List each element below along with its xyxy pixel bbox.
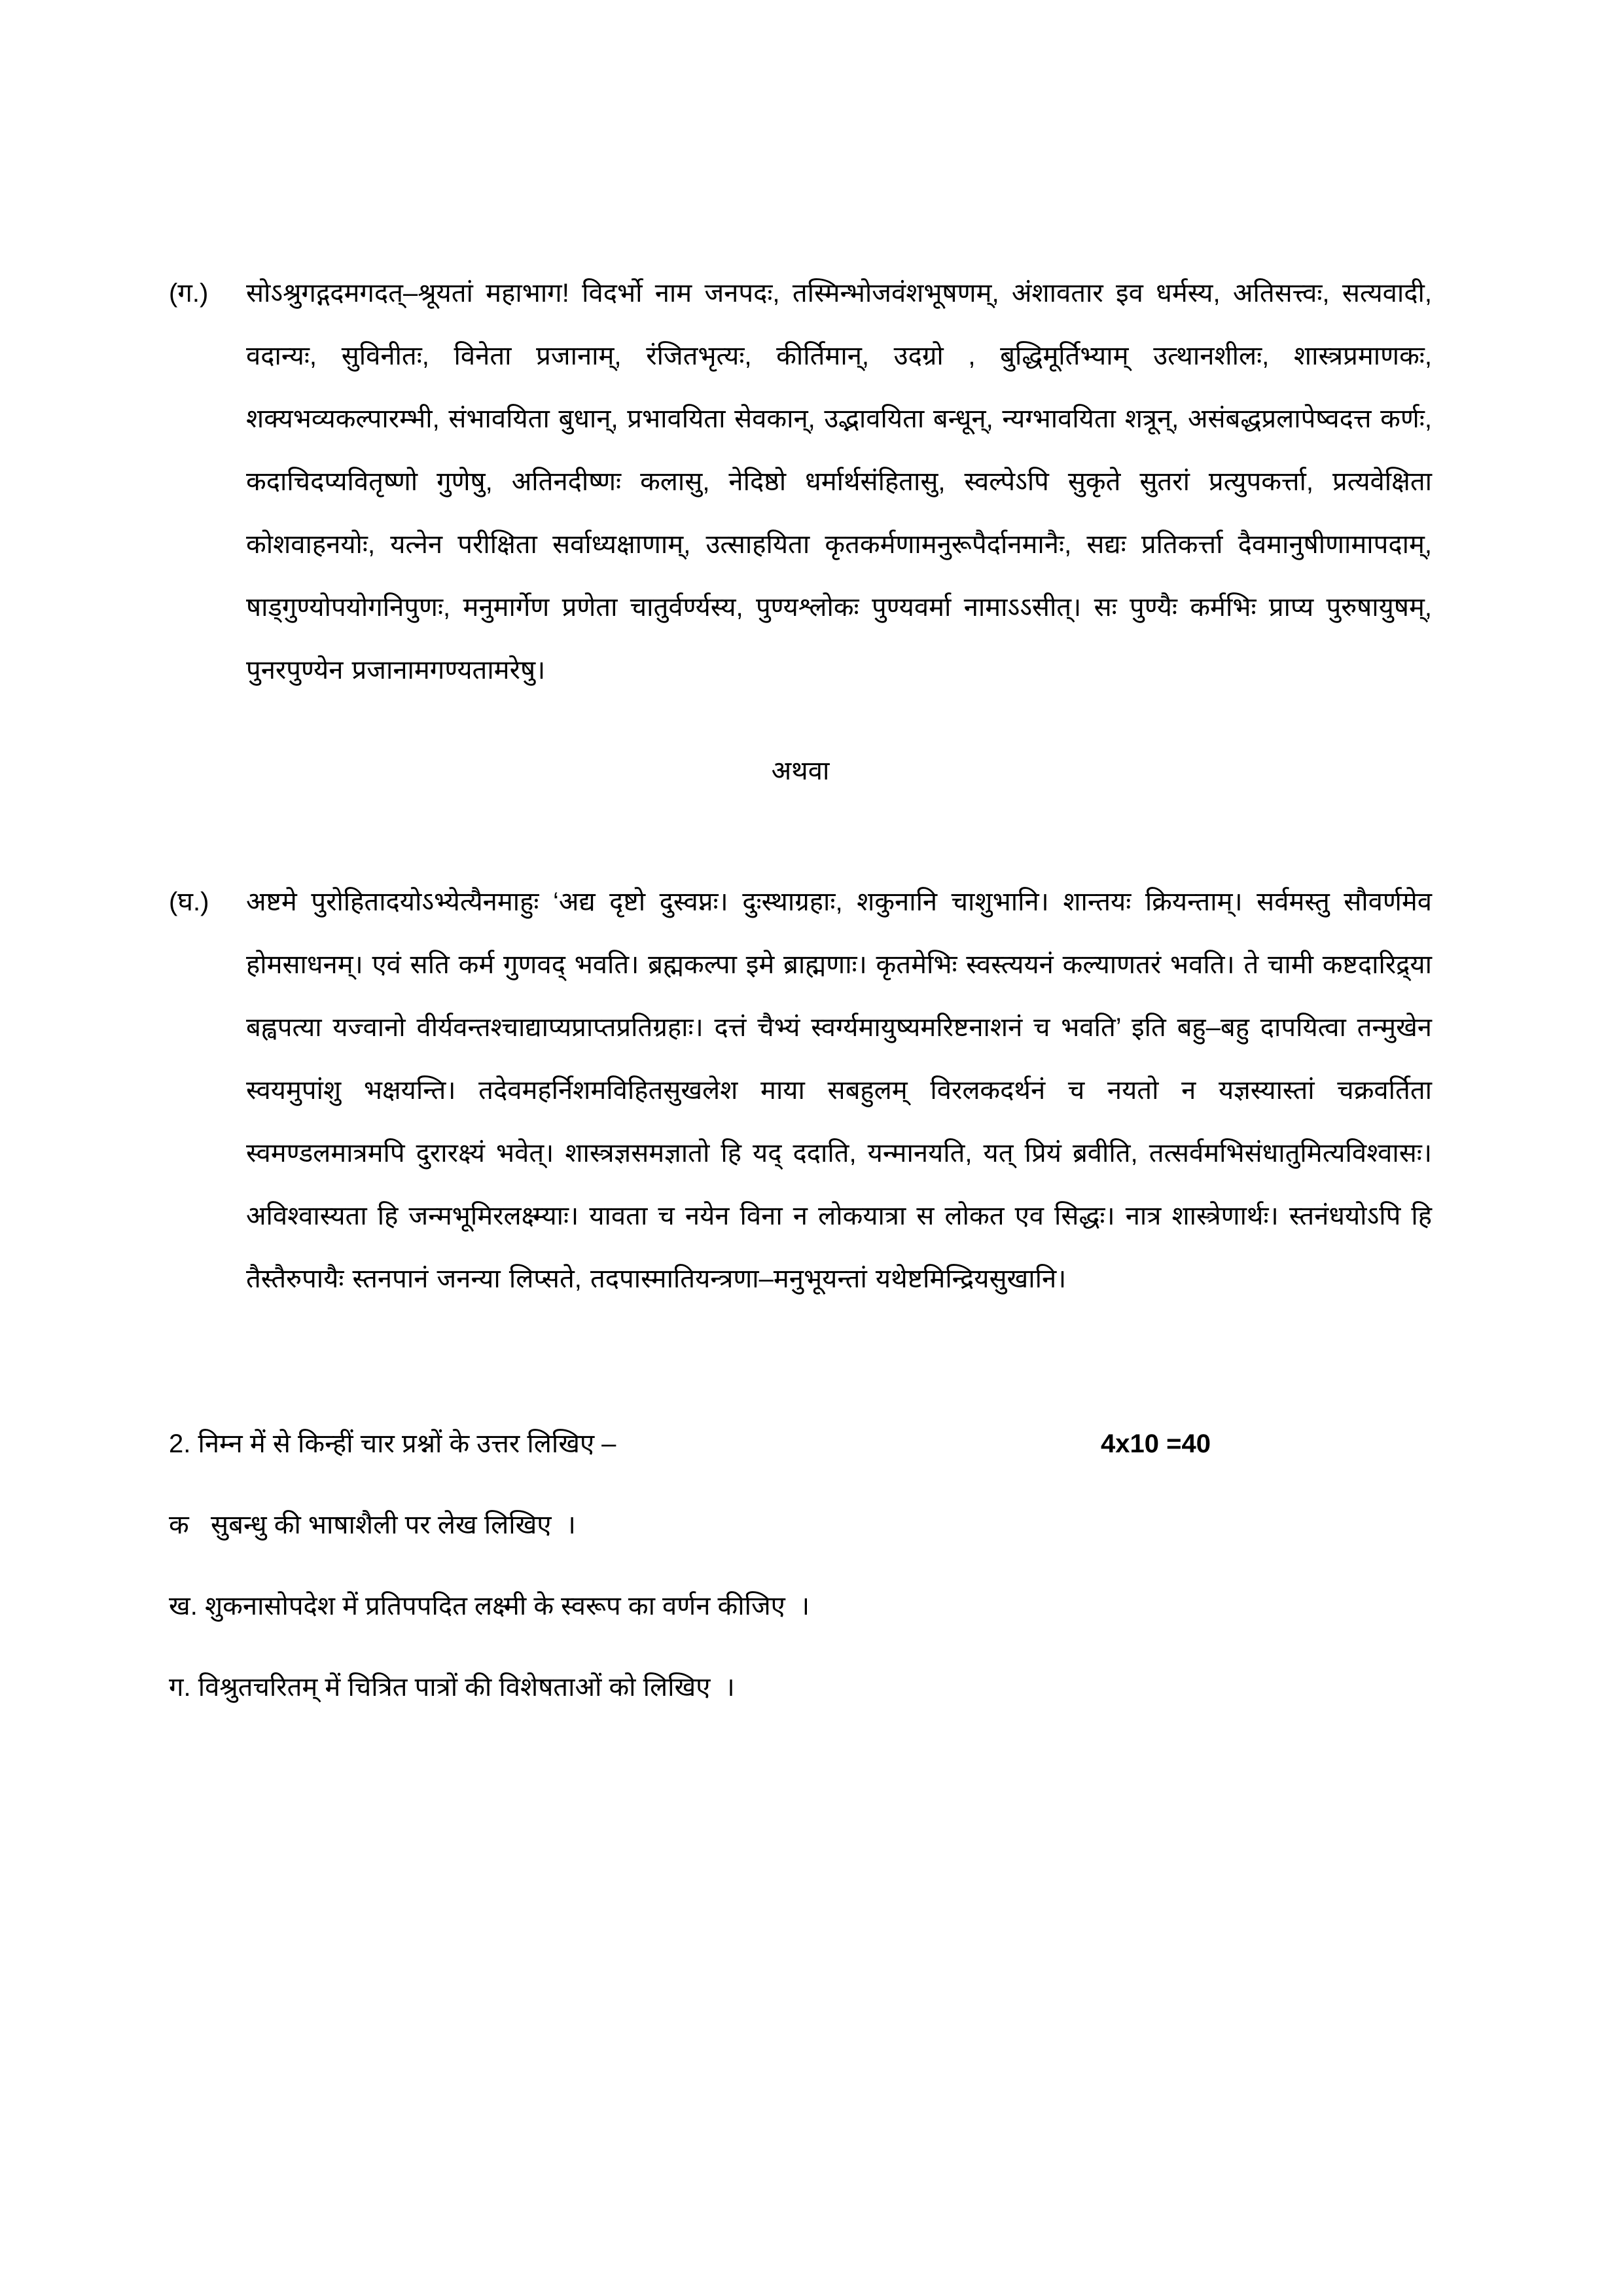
passage-gha xyxy=(169,870,1432,1310)
spacer-after-athava xyxy=(169,802,1432,870)
question-2-marks: 4x10 =40 xyxy=(1101,1429,1211,1458)
sub-question-kha: ख. शुकनासोपदेश में प्रतिपपदित लक्ष्मी के स्वरूप का वर्णन कीजिए । xyxy=(169,1592,810,1621)
sub-question-ka: क सुबन्धु की भाषाशैली पर लेख लिखिए । xyxy=(169,1511,576,1539)
question-2-header xyxy=(169,1415,1432,1473)
spacer-before-question-2 xyxy=(169,1310,1432,1415)
passage-gha-marker: (घ.) xyxy=(169,888,209,916)
sub-question-ga: ग. विश्रुतचरितम् में चित्रित पात्रों की विशेषताओं को लिखिए । xyxy=(169,1673,735,1702)
passage-gha-text: अष्टमे पुरोहितादयोऽभ्येत्यैनमाहुः ‘अद्य दृष्टो दुस्वप्नः। दुःस्थाग्रहाः, शकुनानि चाशुभानि। शान्तयः क्रियन्ताम्। सर्वमस्तु सौवर्णमेव होमसाधनम्। एवं सति कर्म गुणवद् भवति। ब्रह्मकल्पा इमे ब्राह्मणाः। कृतमेभिः स्वस्त्ययनं कल्याणतरं भवति। ते चामी कष्टदारिद्र्या बह्वपत्या यज्वानो वीर्यवन्तश्चाद्याप्यप्राप्तप्रतिग्रहाः। दत्तं चैभ्यं स्वर्ग्यमायुष्यमरिष्टनाशनं च भवति’ इति बहु–बहु दापयित्वा तन्मुखेन स्वयमुपांशु भक्षयन्ति। तदेवमहर्निशमविहितसुखलेश माया सबहुलम् विरलकदर्थनं च नयतो न यज्ञस्यास्तां चक्रवर्तिता स्वमण्डलमात्रमपि दुरारक्ष्यं भवेत्। शास्त्रज्ञसमज्ञातो हि यद् ददाति, यन्मानयति, यत् प्रियं ब्रवीति, तत्सर्वमभिसंधातुमित्यविश्वासः। अविश्वास्यता हि जन्मभूमिरलक्ष्म्याः। यावता च नयेन विना न लोकयात्रा स लोकत एव सिद्धः। नात्र शास्त्रेणार्थः। स्तनंधयोऽपि हि तैस्तैरुपायैः स्तनपानं जनन्या लिप्सते, तदपास्मातियन्त्रणा–मनुभूयन्तां यथेष्टमिन्द्रियसुखानि। xyxy=(246,888,1432,1293)
spacer-before-athava xyxy=(169,702,1432,740)
alternative-divider: अथवा xyxy=(771,757,830,785)
page-content xyxy=(169,262,1432,1716)
passage-ga-marker: (ग.) xyxy=(169,279,209,308)
passage-ga xyxy=(169,262,1432,702)
passage-ga-text: सोऽश्रुगद्गदमगदत्–श्रूयतां महाभाग! विदर्भो नाम जनपदः, तस्मिन्भोजवंशभूषणम्, अंशावतार इव धर्मस्य, अतिसत्त्वः, सत्यवादी, वदान्यः, सुविनीतः, विनेता प्रजानाम्, रंजितभृत्यः, कीर्तिमान्, उदग्रो , बुद्धिमूर्तिभ्याम् उत्थानशीलः, शास्त्रप्रमाणकः, शक्यभव्यकल्पारम्भी, संभावयिता बुधान्, प्रभावयिता सेवकान्, उद्भावयिता बन्धून्, न्यग्भावयिता शत्रून्, असंबद्धप्रलापेष्वदत्त कर्णः, कदाचिदप्यवितृष्णो गुणेषु, अतिनदीष्णः कलासु, नेदिष्ठो धर्मार्थसंहितासु, स्वल्पेऽपि सुकृते सुतरां प्रत्युपकर्त्ता, प्रत्यवेक्षिता कोशवाहनयोः, यत्नेन परीक्षिता सर्वाध्यक्षाणाम्, उत्साहयिता कृतकर्मणामनुरूपैर्दानमानैः, सद्यः प्रतिकर्त्ता दैवमानुषीणामापदाम्, षाड्गुण्योपयोगनिपुणः, मनुमार्गेण प्रणेता चातुर्वर्ण्यस्य, पुण्यश्लोकः पुण्यवर्मा नामाऽऽसीत्। सः पुण्यैः कर्मभिः प्राप्य पुरुषायुषम्, पुनरपुण्येन प्रजानामगण्यतामरेषु। xyxy=(246,279,1432,685)
question-2-text: 2. निम्न में से किन्हीं चार प्रश्नों के उत्तर लिखिए – xyxy=(169,1429,616,1458)
